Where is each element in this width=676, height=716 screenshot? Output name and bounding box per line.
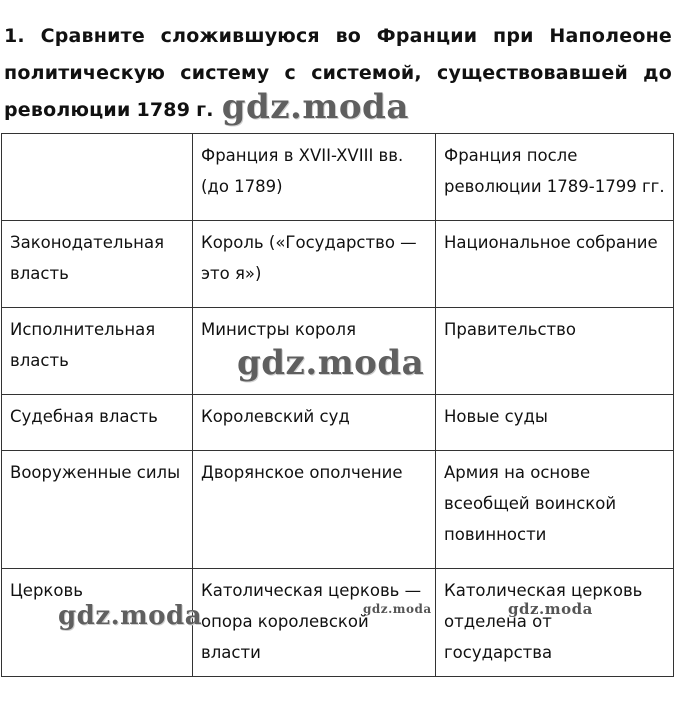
header-cell-after: Франция после революции 1789-1799 гг. — [436, 134, 674, 221]
question-text — [4, 18, 672, 129]
question-word: политическую — [4, 62, 166, 84]
watermark-logo: gdz.moda — [58, 601, 203, 631]
question-word: во — [335, 25, 362, 47]
cell-after — [436, 569, 674, 677]
cell-before: Дворянское ополчение — [193, 451, 436, 569]
table-row — [2, 221, 674, 308]
cell-before-text: Католическая церковь — опора королевской власти — [201, 581, 422, 662]
question-line-1 — [4, 18, 672, 55]
question-word: с — [284, 62, 296, 84]
table-row — [2, 451, 674, 569]
table-row — [2, 395, 674, 451]
cell-before — [193, 308, 436, 395]
question-word: Сравните — [40, 25, 145, 47]
header-cell-before: Франция в XVII-XVIII вв. (до 1789) — [193, 134, 436, 221]
question-word: систему — [180, 62, 270, 84]
cell-after: Новые суды — [436, 395, 674, 451]
question-word: г. — [196, 99, 214, 121]
question-word: существовавшей — [437, 62, 628, 84]
row-label: Судебная власть — [2, 395, 193, 451]
watermark-logo: gdz.moda — [508, 600, 593, 618]
cell-before-text: Министры короля — [201, 320, 357, 339]
comparison-table — [1, 133, 674, 677]
question-word: при — [493, 25, 534, 47]
question-word: 1789 — [136, 99, 191, 121]
question-word: Франции — [376, 25, 478, 47]
cell-after: Армия на основе всеобщей воинской повинности — [436, 451, 674, 569]
row-label: Законодательная власть — [2, 221, 193, 308]
row-label — [2, 569, 203, 677]
table-header-row — [2, 134, 674, 221]
question-word: сложившуюся — [160, 25, 320, 47]
cell-after-text: Католическая церковь отделена от государства — [444, 581, 643, 662]
cell-before — [193, 569, 436, 677]
question-word: революции — [4, 99, 131, 121]
question-word: до — [643, 62, 672, 84]
cell-before: Королевский суд — [193, 395, 436, 451]
row-label: Исполнительная власть — [2, 308, 193, 395]
table-row — [2, 569, 674, 677]
row-label: Вооруженные силы — [2, 451, 193, 569]
cell-after: Правительство — [436, 308, 674, 395]
question-word: 1. — [4, 25, 25, 47]
row-label-text: Церковь — [10, 581, 83, 600]
cell-after: Национальное собрание — [436, 221, 674, 308]
question-word: системой, — [311, 62, 422, 84]
header-cell-empty — [2, 134, 193, 221]
watermark-logo: gdz.moda — [221, 87, 409, 127]
watermark-logo: gdz.moda — [363, 602, 432, 616]
question-word: Наполеоне — [549, 25, 672, 47]
cell-before: Король («Государство — это я») — [193, 221, 436, 308]
question-line-3 — [4, 87, 672, 129]
table-row — [2, 308, 674, 395]
watermark-logo: gdz.moda — [237, 343, 425, 383]
